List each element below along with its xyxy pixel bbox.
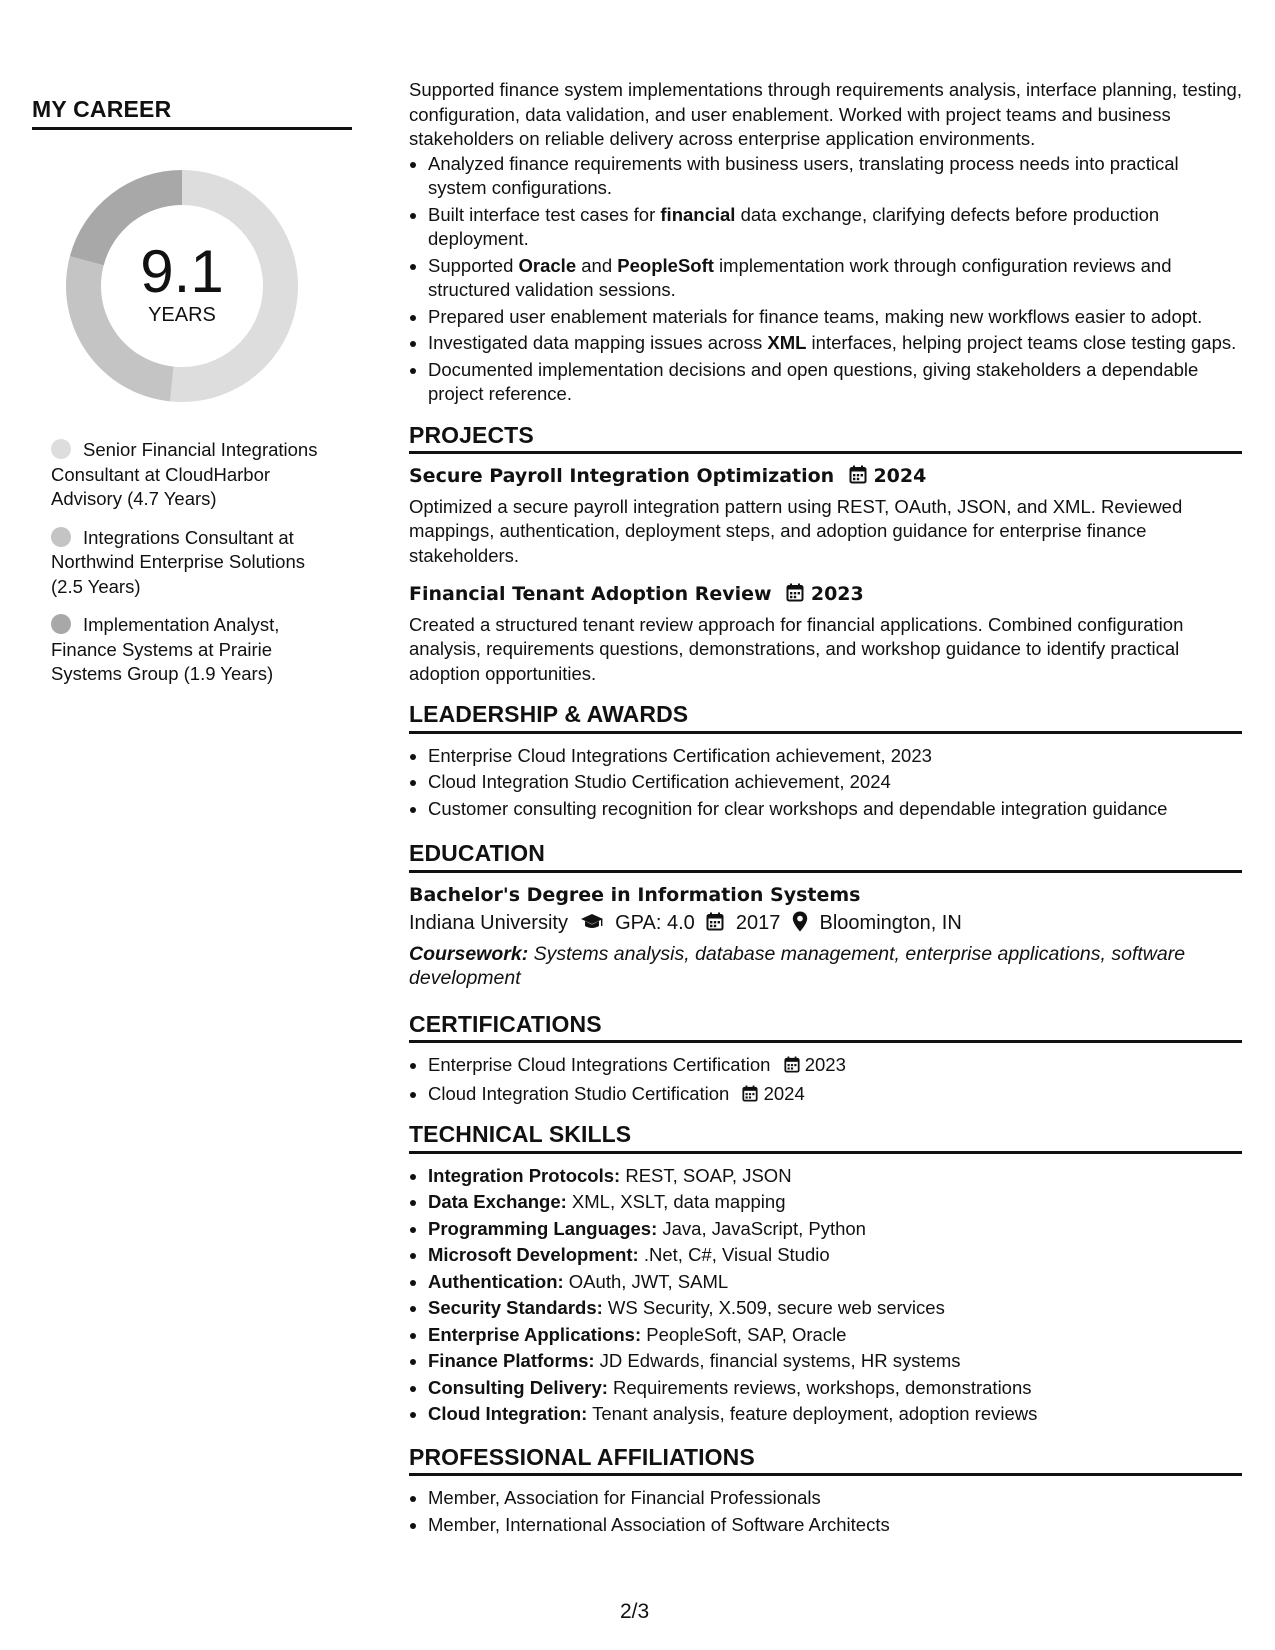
skill-label: Enterprise Applications: — [428, 1323, 642, 1345]
award-item: • Customer consulting recognition for clear workshops and dependable integration guidance — [428, 797, 1242, 822]
certifications-section — [409, 1012, 1242, 1109]
career-donut-chart — [66, 170, 298, 402]
experience-bullet: • Prepared user enablement materials for finance teams, making new workflows easier to adopt. — [428, 305, 1242, 330]
project-year: 2024 — [873, 465, 927, 487]
calendar-icon — [849, 465, 867, 491]
education-section — [409, 841, 1242, 990]
text: Investigated data mapping issues across — [428, 332, 768, 353]
keyword: PeopleSoft — [617, 254, 714, 276]
resume-main — [409, 78, 1242, 1539]
skill-value: Requirements reviews, workshops, demonstrations — [607, 1376, 1032, 1398]
text: implementation work through configuration reviews and structured validation sessions. — [428, 254, 1172, 300]
experience-bullet — [428, 331, 1242, 356]
skill-label: Consulting Delivery: — [428, 1376, 608, 1398]
legend-label: Implementation Analyst, Finance Systems at Prairie Systems Group (1.9 Years) — [51, 614, 280, 684]
legend-dot — [51, 527, 71, 547]
education-year: 2017 — [735, 912, 781, 934]
coursework-label: Coursework: — [409, 942, 529, 965]
project-description: Created a structured tenant review approach for financial applications. Combined configuration analysis, requirements questions, demonstrations, and workshop guidance to identify practical adoption opportunities. — [409, 613, 1184, 684]
career-sidebar — [32, 96, 352, 701]
section-title: PROJECTS — [409, 421, 534, 448]
certifications-list — [409, 1053, 1242, 1108]
legend-item — [51, 438, 336, 512]
keyword: financial — [660, 203, 736, 225]
project-heading — [409, 582, 1242, 609]
section-rule — [409, 451, 1242, 454]
project-item — [409, 582, 1242, 686]
skill-value: Tenant analysis, feature deployment, adoption reviews — [587, 1403, 1038, 1424]
graduation-cap-icon — [580, 912, 604, 934]
education-gpa: GPA: 4.0 — [615, 912, 695, 934]
text: Built interface test cases for — [428, 203, 661, 225]
skill-label: Programming Languages: — [428, 1217, 658, 1239]
section-title: EDUCATION — [409, 840, 545, 866]
legend-label: Integrations Consultant at Northwind Enterprise Solutions (2.5 Years) — [51, 526, 305, 597]
calendar-icon — [784, 1055, 800, 1080]
skill-label: Security Standards: — [428, 1297, 603, 1318]
experience-bullet — [428, 254, 1242, 303]
awards-section — [409, 702, 1242, 821]
career-years-value: 9.1 — [140, 238, 224, 305]
skill-value: OAuth, JWT, SAML — [563, 1270, 729, 1292]
skill-label: Data Exchange: — [428, 1191, 567, 1212]
projects-section — [409, 423, 1242, 687]
keyword: XML — [767, 332, 807, 353]
section-title: CERTIFICATIONS — [409, 1010, 602, 1037]
section-rule — [409, 1040, 1242, 1043]
calendar-icon — [706, 912, 724, 934]
section-title: LEADERSHIP & AWARDS — [409, 701, 689, 727]
skill-value: .Net, C#, Visual Studio — [638, 1244, 830, 1265]
skill-value: REST, SOAP, JSON — [620, 1164, 792, 1186]
project-heading — [409, 464, 1242, 491]
project-name: Financial Tenant Adoption Review — [409, 583, 772, 605]
project-item — [409, 464, 1242, 568]
certification-name: Enterprise Cloud Integrations Certification — [428, 1054, 771, 1075]
experience-bullet: • Documented implementation decisions and open questions, giving stakeholders a dependable project reference. — [428, 358, 1242, 407]
career-legend — [51, 438, 336, 687]
skill-item — [428, 1190, 1242, 1215]
education-degree: Bachelor's Degree in Information Systems — [409, 883, 861, 906]
skill-value: JD Edwards, financial systems, HR systems — [594, 1350, 961, 1371]
certification-year: 2023 — [804, 1054, 846, 1075]
section-rule — [409, 1473, 1242, 1476]
legend-item — [51, 526, 336, 600]
skills-section — [409, 1122, 1242, 1427]
keyword: Oracle — [518, 254, 577, 276]
affiliation-item: • Member, Association for Financial Professionals — [428, 1486, 1242, 1511]
section-rule — [409, 870, 1242, 873]
certification-year: 2024 — [763, 1082, 805, 1104]
legend-dot — [51, 439, 71, 459]
donut-center — [66, 170, 298, 402]
skill-value: WS Security, X.509, secure web services — [602, 1297, 945, 1318]
career-title: MY CAREER — [32, 96, 172, 122]
skill-value: PeopleSoft, SAP, Oracle — [641, 1323, 847, 1345]
section-title: TECHNICAL SKILLS — [409, 1121, 632, 1147]
education-school: Indiana University — [409, 912, 568, 934]
skills-list — [409, 1164, 1242, 1427]
awards-list — [409, 744, 1242, 822]
skill-item — [428, 1349, 1242, 1374]
skill-label: Microsoft Development: — [428, 1244, 639, 1265]
education-coursework — [409, 942, 1242, 990]
project-name: Secure Payroll Integration Optimization — [409, 465, 835, 487]
skill-label: Integration Protocols: — [428, 1164, 621, 1186]
calendar-icon — [742, 1084, 758, 1109]
career-years-unit: YEARS — [148, 304, 216, 326]
section-rule — [409, 731, 1242, 734]
text: data exchange, clarifying defects before production deployment. — [428, 203, 1160, 249]
text: interfaces, helping project teams close testing gaps. — [806, 332, 1237, 353]
award-item: • Cloud Integration Studio Certification achievement, 2024 — [428, 770, 1242, 795]
certification-item — [428, 1082, 1242, 1109]
skill-item — [428, 1164, 1242, 1189]
affiliations-section — [409, 1445, 1242, 1538]
legend-item — [51, 613, 336, 687]
project-year: 2023 — [810, 583, 864, 605]
skill-item — [428, 1323, 1242, 1348]
skill-label: Finance Platforms: — [428, 1350, 595, 1371]
section-title: PROFESSIONAL AFFILIATIONS — [409, 1443, 755, 1470]
skill-item — [428, 1217, 1242, 1242]
skill-value: Java, JavaScript, Python — [657, 1217, 866, 1239]
experience-summary: Supported finance system implementations through requirements analysis, interface planning, testing, configuration, data validation, and user enablement. Worked with project teams and business stakeholders on reliable delivery across enterprise application environments. — [409, 79, 1242, 149]
award-item: • Enterprise Cloud Integrations Certification achievement, 2023 — [428, 744, 1242, 769]
affiliation-item: • Member, International Association of Software Architects — [428, 1513, 1242, 1538]
skill-item — [428, 1296, 1242, 1321]
skill-value: XML, XSLT, data mapping — [566, 1191, 786, 1212]
legend-dot — [51, 614, 71, 634]
section-rule — [409, 1151, 1242, 1154]
text: Supported — [428, 254, 519, 276]
certification-item — [428, 1053, 1242, 1080]
affiliations-list — [409, 1486, 1242, 1537]
skill-item — [428, 1376, 1242, 1401]
skill-item — [428, 1270, 1242, 1295]
experience-bullets — [409, 152, 1242, 407]
legend-label: Senior Financial Integrations Consultant at CloudHarbor Advisory (4.7 Years) — [51, 439, 318, 509]
experience-bullet: • Analyzed finance requirements with business users, translating process needs into practical system configurations. — [428, 152, 1242, 201]
calendar-icon — [786, 583, 804, 609]
skill-label: Authentication: — [428, 1270, 564, 1292]
location-pin-icon — [792, 912, 808, 934]
skill-item — [428, 1402, 1242, 1427]
coursework-text: Systems analysis, database management, enterprise applications, software development — [409, 942, 1186, 989]
page-number: 2/3 — [620, 1600, 650, 1623]
experience-bullet — [428, 203, 1242, 252]
text: and — [576, 254, 618, 276]
certification-name: Cloud Integration Studio Certification — [428, 1082, 730, 1104]
skill-item — [428, 1243, 1242, 1268]
career-title-rule — [32, 127, 352, 130]
skill-label: Cloud Integration: — [428, 1403, 588, 1424]
education-details — [409, 911, 1242, 936]
project-description: Optimized a secure payroll integration pattern using REST, OAuth, JSON, and XML. Reviewed mappings, authentication, deployment steps, and adoption guidance for enterprise finance stakeholders. — [409, 495, 1183, 566]
education-location: Bloomington, IN — [819, 912, 962, 934]
